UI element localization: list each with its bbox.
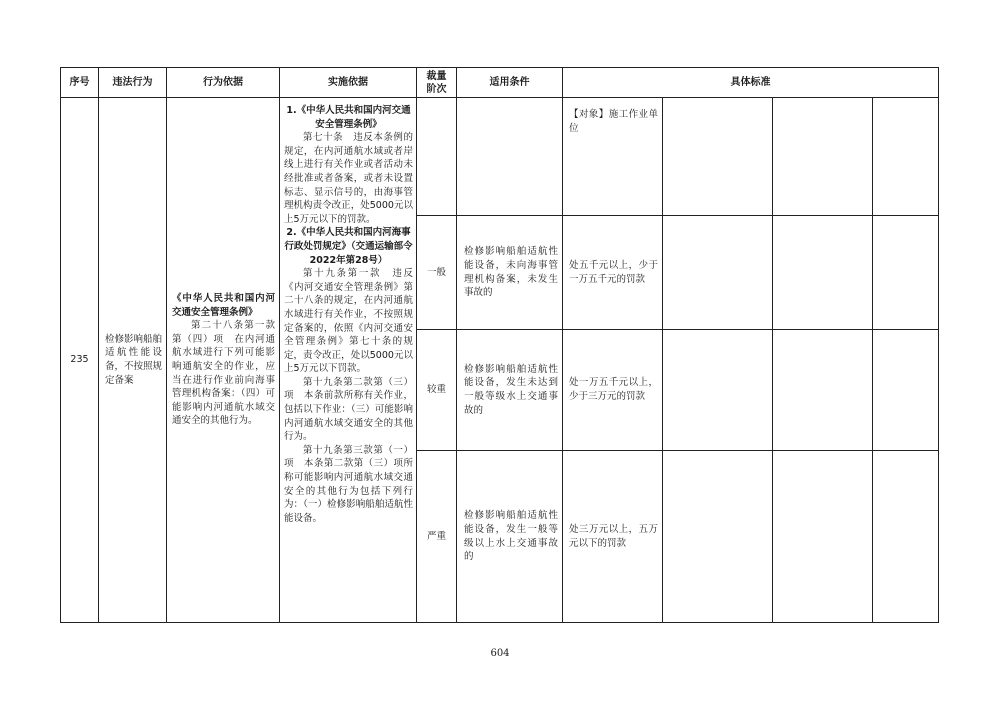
penalty-table-sheet	[60, 67, 938, 622]
level-empty-cell	[417, 98, 457, 216]
standard-empty-cell	[873, 98, 939, 216]
standard-empty-cell	[773, 451, 873, 623]
header-implementation-basis: 实施依据	[280, 68, 417, 98]
impl-title-1: 1.《中华人民共和国内河交通安全管理条例》	[286, 105, 411, 130]
implementation-basis-cell	[280, 98, 417, 623]
header-basis: 行为依据	[167, 68, 280, 98]
standard-empty-cell	[663, 451, 773, 623]
level-serious: 较重	[417, 330, 457, 451]
header-row	[61, 68, 939, 98]
standard-empty-cell	[873, 451, 939, 623]
impl-paragraph-1: 第七十条 违反本条例的规定，在内河通航水域或者岸线上进行有关作业或者活动未经批准或者备案，或者未设置标志、显示信号的，由海事管理机构责令改正，处5000元以上5万元以下的罚款。	[284, 132, 413, 225]
header-discretion-level: 裁量阶次	[417, 68, 457, 98]
level-general: 一般	[417, 216, 457, 330]
standard-empty-cell	[773, 330, 873, 451]
impl-title-2: 2.《中华人民共和国内河海事行政处罚规定》（交通运输部令2022年第28号）	[284, 227, 413, 266]
page-number: 604	[490, 648, 510, 659]
table-row	[61, 98, 939, 216]
standard-general: 处五千元以上，少于一万五千元的罚款	[563, 216, 663, 330]
legal-basis-cell	[167, 98, 280, 623]
legal-basis-body: 第二十八条第一款第（四）项 在内河通航水域进行下列可能影响通航安全的作业，应当在进行作业前向海事管理机构备案：（四）可能影响内河通航水域交通安全的其他行为。	[172, 320, 275, 427]
header-violation: 违法行为	[99, 68, 167, 98]
violation-text: 检修影响船舶适航性能设备，不按照规定备案	[99, 98, 167, 623]
standard-serious: 处一万五千元以上，少于三万元的罚款	[563, 330, 663, 451]
object-label: 【对象】施工作业单位	[563, 98, 663, 216]
condition-empty-cell	[457, 98, 563, 216]
standard-empty-cell	[773, 216, 873, 330]
standard-empty-cell	[773, 98, 873, 216]
level-severe: 严重	[417, 451, 457, 623]
impl-paragraph-2: 第十九条第一款 违反《内河交通安全管理条例》第二十八条的规定，在内河通航水域进行有关作业，不按照规定备案的，依照《内河交通安全管理条例》第七十条的规定，责令改正，处以5000元以上5万元以下罚款。	[284, 268, 413, 375]
standard-empty-cell	[663, 216, 773, 330]
penalty-table	[60, 67, 939, 623]
impl-paragraph-3: 第十九条第二款第（三）项 本条前款所称有关作业，包括以下作业：（三）可能影响内河通航水域交通安全的其他行为。	[284, 376, 413, 443]
condition-severe: 检修影响船舶适航性能设备，发生一般等级以上水上交通事故的	[457, 451, 563, 623]
header-seq: 序号	[61, 68, 99, 98]
impl-paragraph-4: 第十九条第三款第（一）项 本条第二款第（三）项所称可能影响内河通航水域交通安全的其他行为包括下列行为：（一）检修影响船舶适航性能设备。	[284, 444, 413, 524]
standard-empty-cell	[663, 330, 773, 451]
condition-general: 检修影响船舶适航性能设备，未向海事管理机构备案，未发生事故的	[457, 216, 563, 330]
standard-empty-cell	[873, 216, 939, 330]
legal-basis-title: 《中华人民共和国内河交通安全管理条例》	[172, 293, 275, 318]
standard-empty-cell	[873, 330, 939, 451]
header-applicable-condition: 适用条件	[457, 68, 563, 98]
standard-empty-cell	[663, 98, 773, 216]
standard-severe: 处三万元以上，五万元以下的罚款	[563, 451, 663, 623]
condition-serious: 检修影响船舶适航性能设备，发生未达到一般等级水上交通事故的	[457, 330, 563, 451]
row-seq-number: 235	[61, 98, 99, 623]
header-specific-standard: 具体标准	[563, 68, 939, 98]
